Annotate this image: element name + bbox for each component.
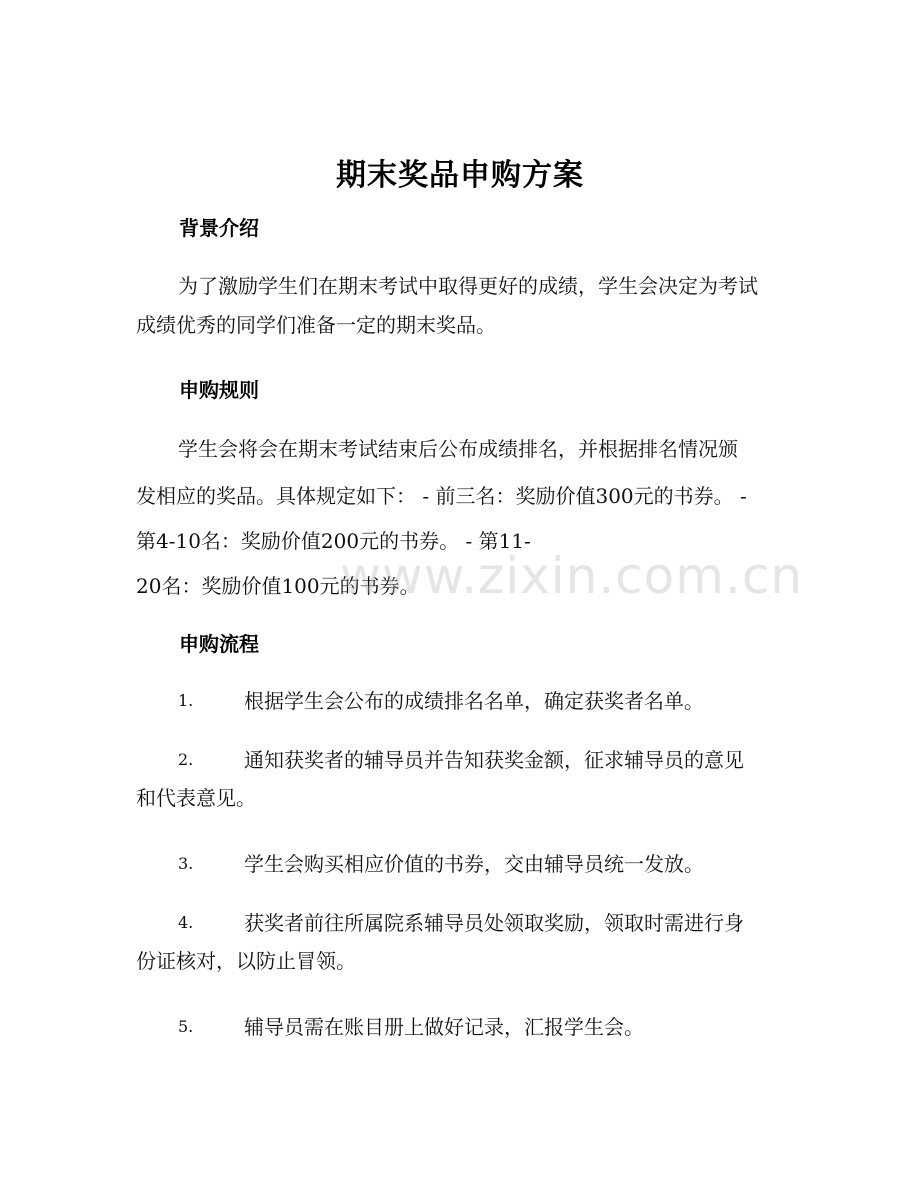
list-number: 4. bbox=[178, 913, 194, 932]
section-heading-process: 申购流程 bbox=[179, 632, 259, 656]
process-list-item-4 bbox=[136, 904, 776, 980]
section-heading-rules: 申购规则 bbox=[179, 378, 259, 402]
list-item-text: 根据学生会公布的成绩排名名单，确定获奖者名单。 bbox=[244, 689, 704, 713]
rules-line-1: 学生会将会在期末考试结束后公布成绩排名，并根据排名情况颁 bbox=[178, 437, 738, 461]
page-title: 期末奖品申购方案 bbox=[336, 158, 584, 193]
background-paragraph: 为了激励学生们在期末考试中取得更好的成绩，学生会决定为考试成绩优秀的同学们准备一定的期末奖品。 bbox=[136, 274, 758, 337]
rules-line-4: 20名：奖励价值100元的书券。 bbox=[136, 574, 420, 598]
list-number: 1. bbox=[178, 691, 194, 710]
process-list-item-5 bbox=[136, 1008, 776, 1046]
list-item-text: 辅导员需在账目册上做好记录，汇报学生会。 bbox=[244, 1015, 644, 1039]
process-list-item-3 bbox=[136, 845, 776, 883]
list-item-text: 学生会购买相应价值的书券，交由辅导员统一发放。 bbox=[244, 852, 704, 876]
rules-line-2: 发相应的奖品。具体规定如下： - 前三名：奖励价值300元的书券。 - bbox=[136, 484, 747, 508]
process-list-item-2 bbox=[136, 741, 776, 817]
watermark: www.zixin.com.cn bbox=[340, 547, 804, 605]
list-item-continuation: 份证核对，以防止冒领。 bbox=[136, 949, 356, 973]
list-item-continuation: 和代表意见。 bbox=[136, 786, 256, 810]
list-item-text: 通知获奖者的辅导员并告知获奖金额，征求辅导员的意见 bbox=[244, 748, 744, 772]
list-number: 5. bbox=[178, 1017, 194, 1036]
rules-line-3: 第4-10名：奖励价值200元的书券。 - 第11- bbox=[136, 529, 531, 553]
section-heading-background: 背景介绍 bbox=[179, 216, 259, 240]
process-list-item-1 bbox=[136, 682, 776, 720]
list-item-text: 获奖者前往所属院系辅导员处领取奖励，领取时需进行身 bbox=[244, 911, 744, 935]
list-number: 3. bbox=[178, 854, 194, 873]
list-number: 2. bbox=[178, 750, 194, 769]
